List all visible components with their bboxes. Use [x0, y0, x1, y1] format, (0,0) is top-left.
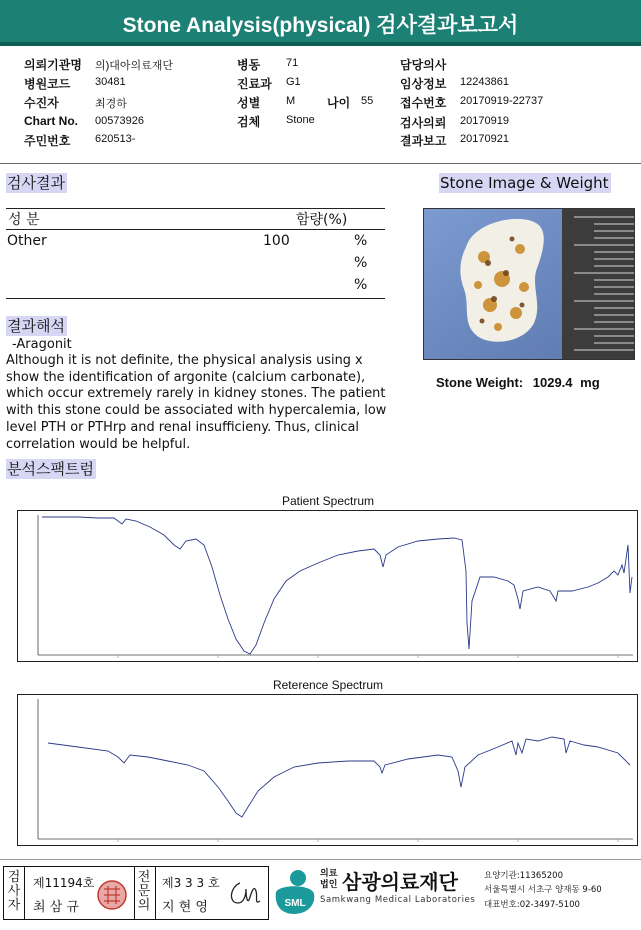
reviewer-signature-icon [224, 877, 264, 913]
result-row-1-name: Other [7, 233, 47, 249]
org-phone: 대표번호:02-3497-5100 [484, 900, 580, 910]
resident-value: 620513- [95, 133, 136, 145]
org-address: 서울특별시 서초구 양재동 9-60 [484, 885, 602, 895]
spectrum-section-title: 분석스팩트럼 [7, 460, 94, 478]
interpretation-section-title: 결과해석 [7, 317, 65, 335]
examiner-name: 최 삼 규 [33, 900, 79, 915]
interpretation-summary: -Aragonit [12, 337, 72, 352]
org-prefix: 의료 법인 [320, 869, 338, 890]
report-date-label: 결과보고 [400, 134, 447, 148]
department-label: 진료과 [237, 77, 272, 91]
resident-label: 주민번호 [24, 134, 71, 148]
patient-spectrum-plot [18, 511, 637, 661]
stone-photo-graphic [424, 209, 635, 360]
age-value: 55 [361, 95, 374, 107]
clinical-value: 12243861 [460, 76, 509, 88]
report-title: Stone Analysis(physical) 검사결과보고서 [0, 0, 641, 46]
org-name: 삼광의료재단 [342, 870, 458, 894]
department-value: G1 [286, 76, 301, 88]
patient-spectrum-chart [17, 510, 638, 662]
examiner-license: 제11194호 [33, 876, 95, 890]
signature-divider-2 [134, 867, 135, 919]
result-row-1-unit: % [354, 233, 368, 249]
reference-spectrum-chart [17, 694, 638, 846]
results-section-title: 검사결과 [7, 174, 65, 192]
stone-weight [436, 375, 600, 390]
footer-divider [0, 859, 641, 860]
col-content: 함량(%) [296, 212, 348, 228]
result-row-1-value: 100 [263, 233, 290, 249]
stone-weight-value: 1029.4 [532, 375, 573, 390]
sex-value: M [286, 95, 296, 107]
age-label: 나이 [327, 96, 351, 110]
doctor-label: 담당의사 [400, 58, 447, 72]
hospital-code-value: 30481 [95, 76, 126, 88]
specimen-label: 검체 [237, 115, 261, 129]
header-divider [0, 163, 641, 164]
collector-label: 수진자 [24, 96, 59, 110]
report-date-value: 20170921 [460, 133, 509, 145]
clinical-label: 임상정보 [400, 77, 447, 91]
ward-label: 병동 [237, 58, 261, 72]
sex-label: 성별 [237, 96, 261, 110]
sml-logo-text: SML [284, 898, 306, 909]
specimen-value: Stone [286, 114, 315, 126]
stone-photo [423, 208, 635, 360]
reference-spectrum-plot [18, 695, 637, 845]
reviewer-vertical-label: 전 문 의 [137, 870, 151, 913]
sml-logo-icon [272, 866, 316, 916]
result-row-3-unit: % [354, 277, 368, 293]
ward-value: 71 [286, 57, 299, 69]
requester-label: 의뢰기관명 [24, 58, 82, 72]
results-table-header-line [6, 229, 385, 230]
request-date-value: 20170919 [460, 115, 509, 127]
chart-label: Chart No. [24, 114, 78, 128]
hospital-code-label: 병원코드 [24, 77, 71, 91]
col-component: 성 분 [8, 212, 40, 228]
result-row-2-unit: % [354, 255, 368, 271]
reviewer-name: 지 현 영 [162, 900, 208, 915]
examiner-vertical-label: 검 사 자 [7, 870, 21, 913]
stone-section-title: Stone Image & Weight [440, 174, 609, 192]
patient-spectrum-title: Patient Spectrum [281, 494, 375, 508]
results-table-bottom-line [6, 298, 385, 299]
requester-value: 의)대아의료재단 [95, 60, 174, 72]
receipt-value: 20170919-22737 [460, 95, 544, 107]
org-english: Samkwang Medical Laboratories [320, 895, 476, 905]
signature-box [3, 866, 269, 920]
collector-value: 최경하 [95, 98, 127, 110]
receipt-label: 접수번호 [400, 96, 447, 110]
stone-weight-label: Stone Weight: [436, 375, 524, 390]
signature-divider-3 [155, 867, 156, 919]
signature-divider-1 [24, 867, 25, 919]
examiner-seal-icon [94, 879, 130, 911]
chart-value: 00573926 [95, 115, 144, 127]
care-code: 요양기관:11365200 [484, 871, 563, 881]
reference-spectrum-title: Reterence Spectrum [272, 678, 384, 692]
reviewer-license: 제3 3 3 호 [162, 876, 220, 890]
interpretation-text: Although it is not definite, the physical analysis using x show the identification of argonite (calcium carbonate), which occur extremely rarely in kidney stones. The patient with this stone could be associated with hypercalemia, low level PTH or PTHrp and renal insufficieny. Thus, clinical correlation would be helpful. [6, 353, 387, 452]
request-date-label: 검사의뢰 [400, 116, 447, 130]
stone-weight-unit: mg [580, 375, 600, 390]
